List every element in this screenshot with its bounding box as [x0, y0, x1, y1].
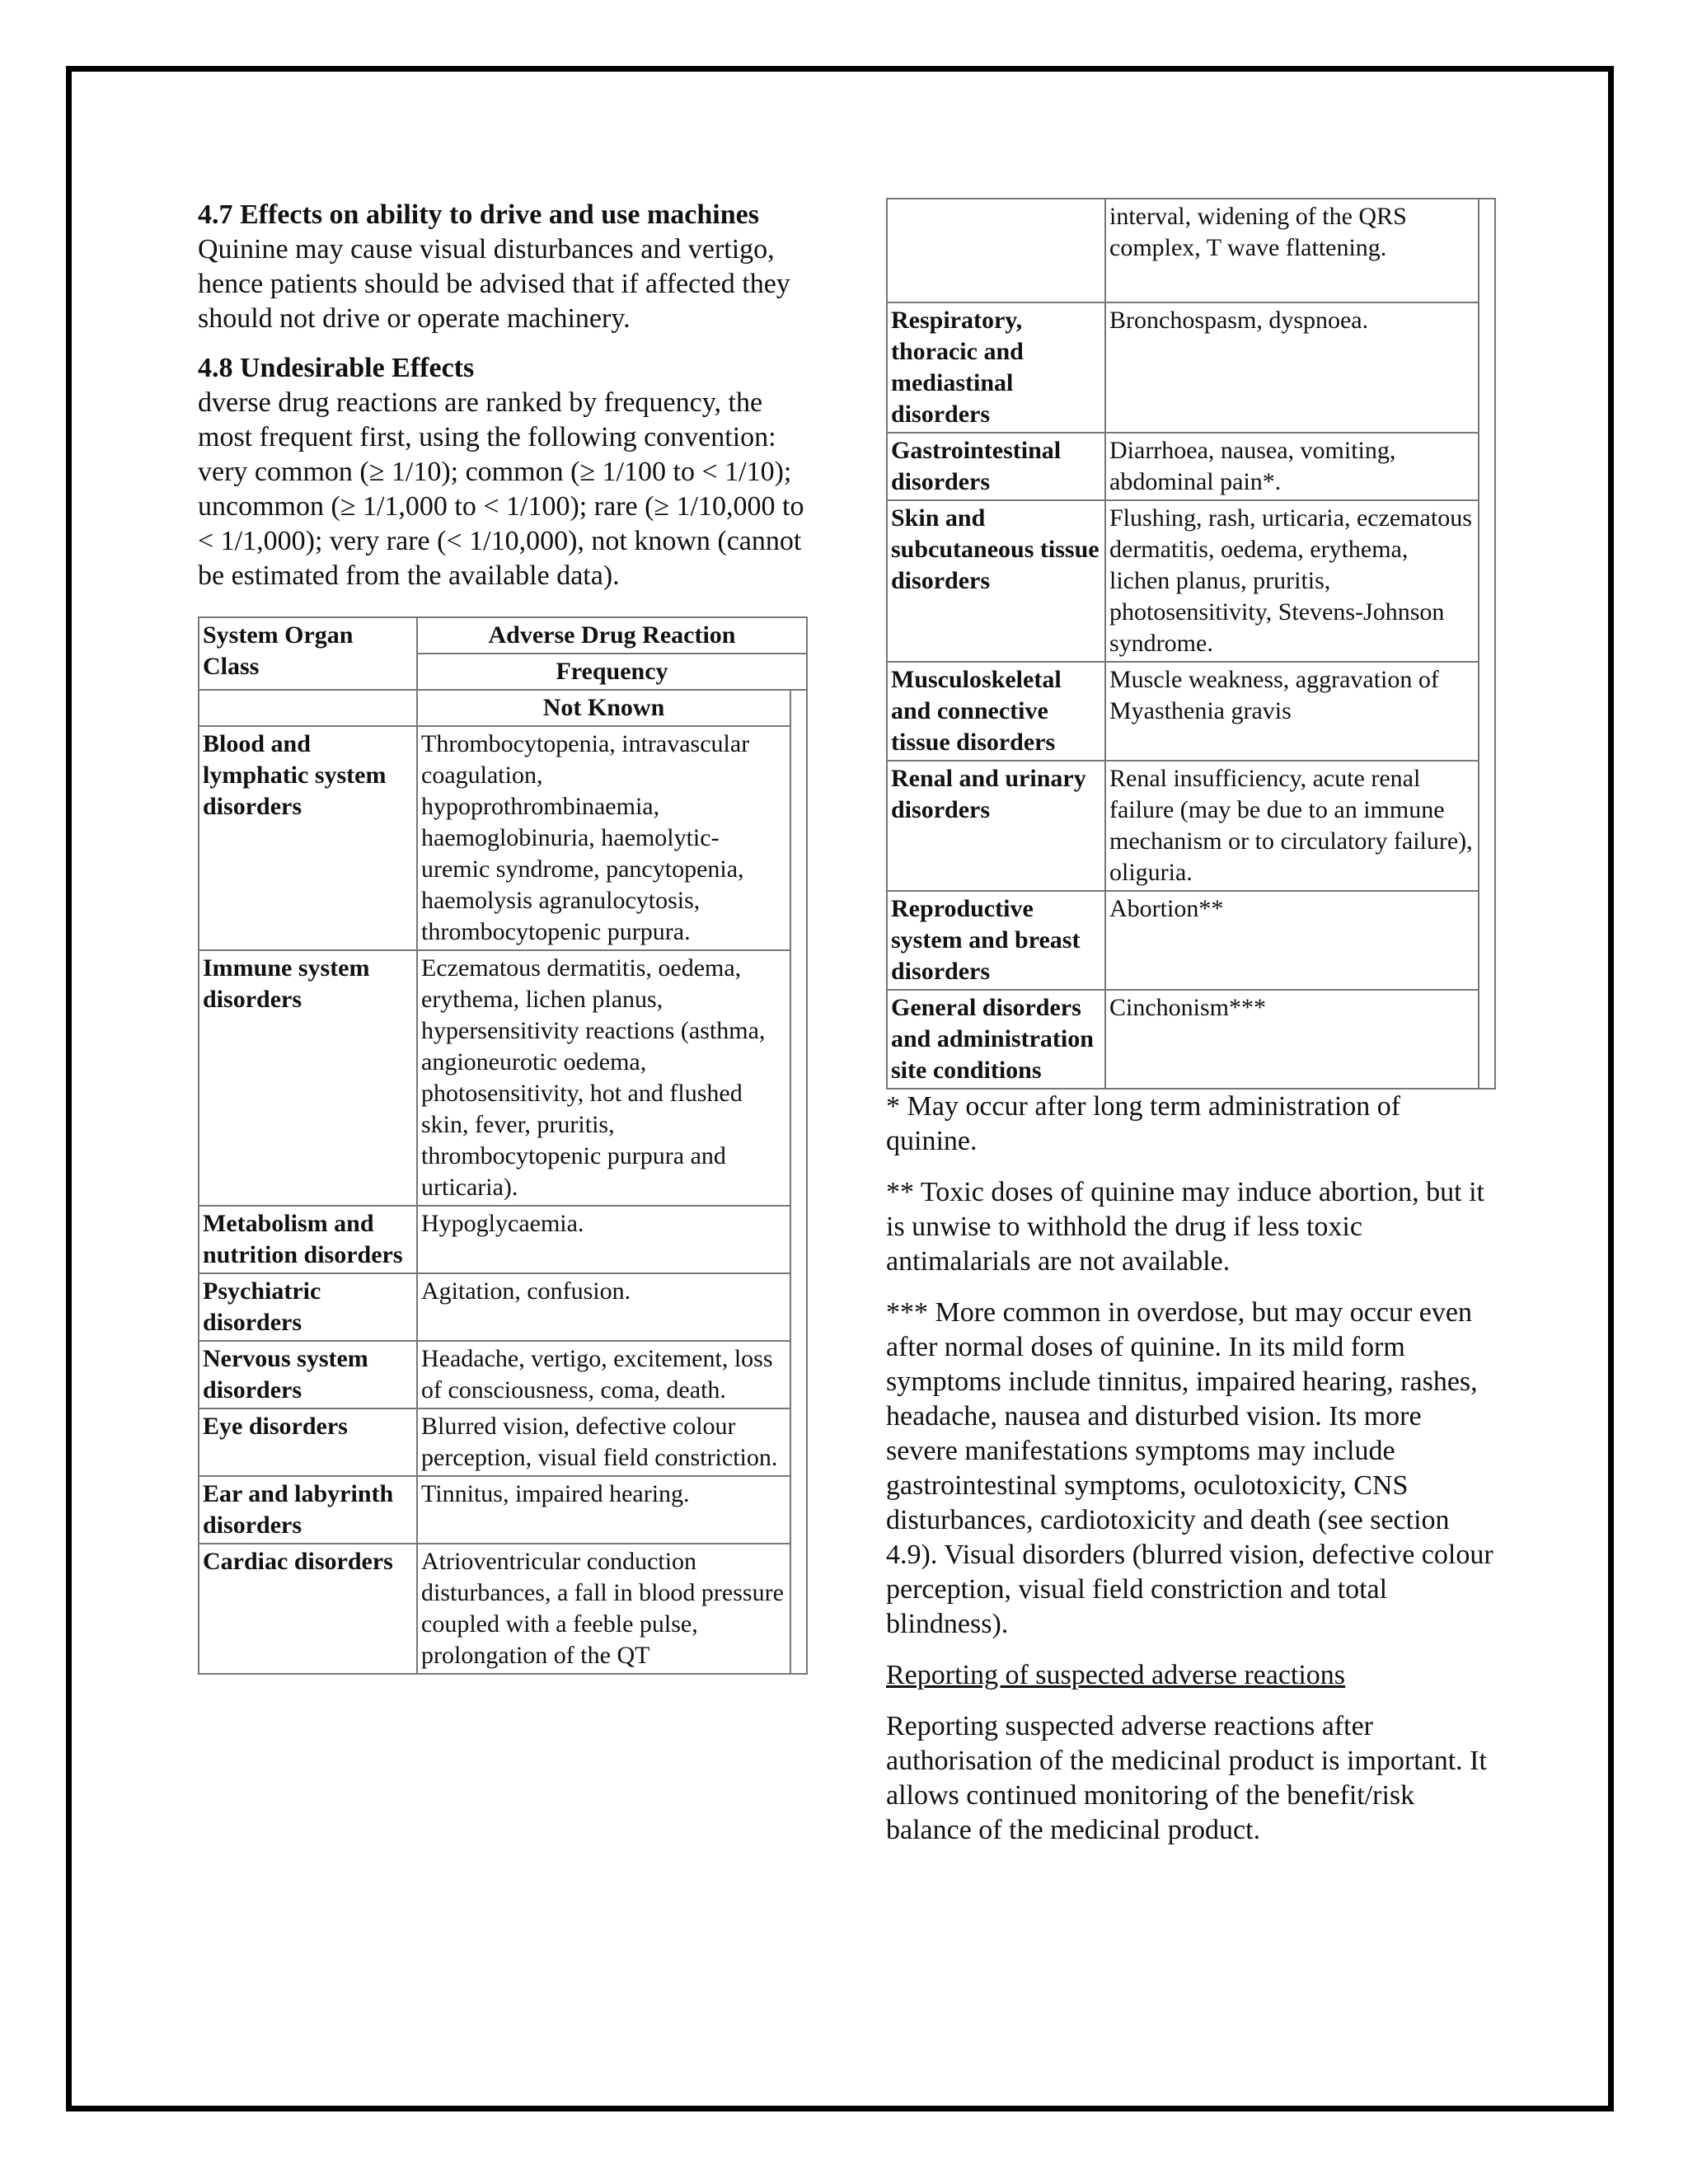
footnote-1: * May occur after long term administration of quinine. — [886, 1091, 1401, 1156]
left-column — [198, 198, 808, 1675]
table-row — [199, 950, 807, 1206]
reaction-cell: Cinchonism*** — [1105, 990, 1479, 1089]
soc-cell — [887, 199, 1105, 302]
right-column — [886, 198, 1496, 1864]
table-row — [199, 726, 807, 950]
reaction-cell: Renal insufficiency, acute renal failure (may be due to an immune mechanism or to circulatory failure), oliguria. — [1105, 761, 1479, 891]
section-4-8-text: dverse drug reactions are ranked by frequency, the most frequent first, using the following convention: very common (≥ 1/10); common (≥ 1/100 to < 1/10); uncommon (≥ 1/1,000 to < 1/100); rare (≥ 1/10,000 to < 1/1,000); very rare (< 1/10,000), not known (cannot be estimated from the available data). — [198, 387, 804, 591]
reaction-cell: Hypoglycaemia. — [417, 1206, 790, 1273]
table-row — [887, 302, 1495, 433]
soc-cell: Reproductive system and breast disorders — [887, 891, 1105, 990]
table-row — [199, 1206, 807, 1273]
table-row — [199, 1341, 807, 1408]
section-4-7-text: Quinine may cause visual disturbances and vertigo, hence patients should be advised that if affected they should not drive or operate machinery. — [198, 234, 790, 334]
section-4-8-heading: 4.8 Undesirable Effects — [198, 353, 475, 383]
reaction-cell: interval, widening of the QRS complex, T wave flattening. — [1105, 199, 1479, 302]
reporting-heading: Reporting of suspected adverse reactions — [886, 1660, 1346, 1690]
header-adverse-drug-reaction: Adverse Drug Reaction — [417, 617, 807, 654]
soc-cell: Cardiac disorders — [199, 1544, 417, 1674]
soc-cell: Nervous system disorders — [199, 1341, 417, 1408]
header-system-organ-class: System Organ Class — [199, 617, 417, 690]
soc-cell: Musculoskeletal and connective tissue disorders — [887, 662, 1105, 761]
table-row — [887, 761, 1495, 891]
soc-cell: Immune system disorders — [199, 950, 417, 1206]
adverse-reactions-table-right — [886, 198, 1496, 1090]
soc-cell: Renal and urinary disorders — [887, 761, 1105, 891]
section-4-7-heading: 4.7 Effects on ability to drive and use machines — [198, 199, 759, 230]
reporting-text: Reporting suspected adverse reactions after authorisation of the medicinal product is important. It allows continued monitoring of the benefit/risk balance of the medicinal product. — [886, 1711, 1487, 1845]
reaction-cell: Diarrhoea, nausea, vomiting, abdominal pain*. — [1105, 433, 1479, 500]
reaction-cell: Abortion** — [1105, 891, 1479, 990]
table-row — [199, 1476, 807, 1544]
footnotes — [886, 1090, 1496, 1848]
table-row — [887, 433, 1495, 500]
table-row — [199, 1544, 807, 1674]
reaction-cell: Tinnitus, impaired hearing. — [417, 1476, 790, 1544]
header-frequency: Frequency — [417, 654, 807, 690]
footnote-2: ** Toxic doses of quinine may induce abortion, but it is unwise to withhold the drug if less toxic antimalarials are not available. — [886, 1177, 1484, 1277]
reaction-cell: Atrioventricular conduction disturbances, a fall in blood pressure coupled with a feeble pulse, prolongation of the QT — [417, 1544, 790, 1674]
table-row — [887, 891, 1495, 990]
soc-cell: Skin and subcutaneous tissue disorders — [887, 500, 1105, 662]
soc-cell: Eye disorders — [199, 1408, 417, 1476]
adverse-reactions-table-left — [198, 616, 808, 1675]
table-row — [887, 199, 1495, 302]
reaction-cell: Headache, vertigo, excitement, loss of consciousness, coma, death. — [417, 1341, 790, 1408]
soc-cell: General disorders and administration site conditions — [887, 990, 1105, 1089]
table-row — [199, 1273, 807, 1341]
reaction-cell: Bronchospasm, dyspnoea. — [1105, 302, 1479, 433]
soc-cell: Respiratory, thoracic and mediastinal disorders — [887, 302, 1105, 433]
reaction-cell: Flushing, rash, urticaria, eczematous dermatitis, oedema, erythema, lichen planus, pruritis, photosensitivity, Stevens-Johnson syndrome. — [1105, 500, 1479, 662]
header-empty-cell — [199, 690, 417, 726]
soc-cell: Blood and lymphatic system disorders — [199, 726, 417, 950]
soc-cell: Psychiatric disorders — [199, 1273, 417, 1341]
soc-cell: Gastrointestinal disorders — [887, 433, 1105, 500]
reaction-cell: Muscle weakness, aggravation of Myasthenia gravis — [1105, 662, 1479, 761]
table-row — [199, 1408, 807, 1476]
reaction-cell: Thrombocytopenia, intravascular coagulation, hypoprothrombinaemia, haemoglobinuria, haemolytic-uremic syndrome, pancytopenia, haemolysis agranulocytosis, thrombocytopenic purpura. — [417, 726, 790, 950]
soc-cell: Ear and labyrinth disorders — [199, 1476, 417, 1544]
table-row — [887, 500, 1495, 662]
reaction-cell: Agitation, confusion. — [417, 1273, 790, 1341]
reaction-cell: Eczematous dermatitis, oedema, erythema, lichen planus, hypersensitivity reactions (asthma, angioneurotic oedema, photosensitivity, hot and flushed skin, fever, pruritis, thrombocytopenic purpura and urticaria). — [417, 950, 790, 1206]
soc-cell: Metabolism and nutrition disorders — [199, 1206, 417, 1273]
table-row — [887, 990, 1495, 1089]
header-not-known: Not Known — [417, 690, 790, 726]
footnote-3: *** More common in overdose, but may occur even after normal doses of quinine. In its mild form symptoms include tinnitus, impaired hearing, rashes, headache, nausea and disturbed vision. Its more severe manifestations symptoms may include gastrointestinal symptoms, oculotoxicity, CNS disturbances, cardiotoxicity and death (see section 4.9). Visual disorders (blurred vision, defective colour perception, visual field constriction and total blindness). — [886, 1297, 1493, 1639]
table-row — [887, 662, 1495, 761]
reaction-cell: Blurred vision, defective colour perception, visual field constriction. — [417, 1408, 790, 1476]
